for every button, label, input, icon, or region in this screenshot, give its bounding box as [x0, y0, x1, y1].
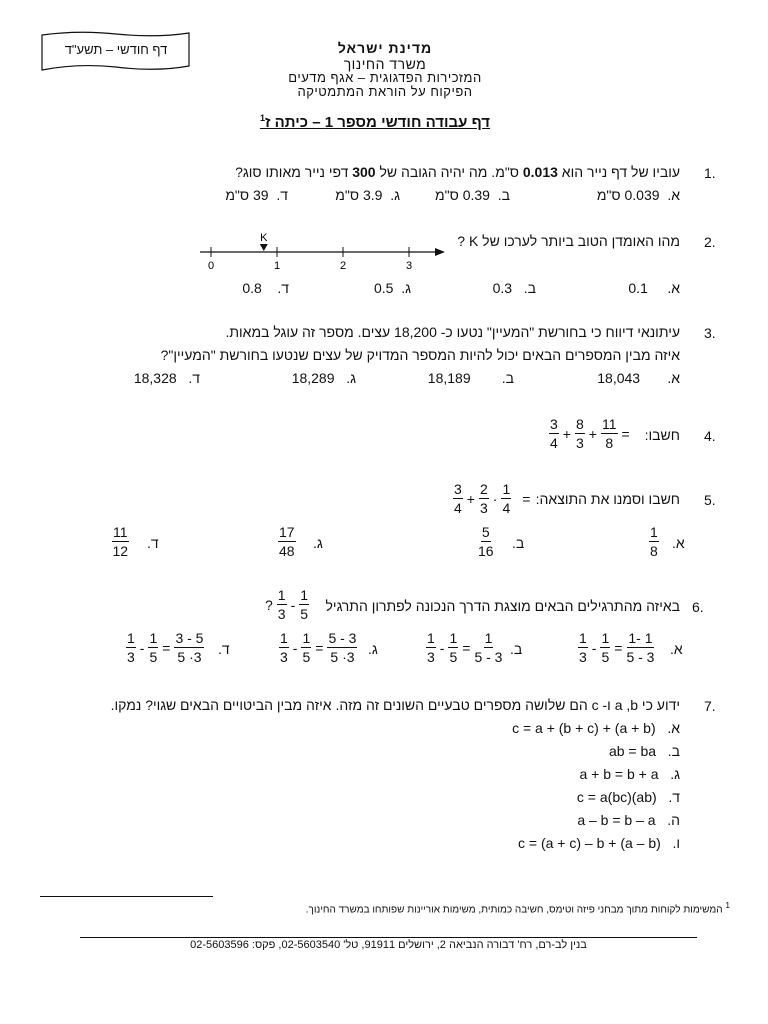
- header-ministry: משרד החינוך: [343, 56, 427, 72]
- q6-text: באיזה מהתרגילים הבאים מוצגת הדרך הנכונה לפתרון התרגיל: [325, 598, 680, 614]
- q5-option-a-label[interactable]: א.: [672, 535, 685, 551]
- q3-option-c[interactable]: ג. 18,289: [291, 370, 356, 386]
- q7-option-f[interactable]: ו. c = (a + c) – b + (a – b): [518, 835, 680, 851]
- q7-option-a[interactable]: א. c = a + (b + c) + (a + b): [512, 720, 680, 736]
- q2-text: מהו האומדן הטוב ביותר לערכו של K ?: [457, 233, 680, 249]
- q1-text: עוביו של דף נייר הוא 0.013 ס"מ. מה יהיה הגובה של 300 דפי נייר מאותו סוג?: [235, 164, 680, 180]
- header-supervision: הפיקוח על הוראת המתמטיקה: [297, 84, 473, 99]
- q1-option-a[interactable]: א. 0.039 ס"מ: [596, 187, 680, 203]
- footnote-divider: [40, 896, 213, 897]
- fraction: $\frac{11}{8}$: [601, 416, 617, 451]
- number-line-marker: [260, 244, 268, 251]
- q6-expression: ? $\frac{1}{3}$ - $\frac{1}{5}$: [265, 587, 309, 622]
- q4-number: 4.: [704, 428, 716, 444]
- fraction: $\frac{8}{3}$: [575, 416, 584, 451]
- q6-option-c-label[interactable]: ג.: [368, 641, 378, 657]
- q1-option-b[interactable]: ב. 0.39 ס"מ: [435, 187, 510, 203]
- fraction: $\frac{17}{48}$: [279, 524, 295, 559]
- fraction: $\frac{1}{5}$: [300, 587, 309, 622]
- fraction: $\frac{11}{12}$: [112, 524, 129, 559]
- fraction: $\frac{1}{8}$: [650, 524, 658, 559]
- q6-option-a[interactable]: $\frac{1}{3}$ - $\frac{1}{5}$ = $\frac{1- 1}{5 - 3}$: [579, 630, 655, 665]
- fraction: $\frac{1}{4}$: [502, 481, 511, 516]
- q5-number: 5.: [704, 492, 716, 508]
- q5-option-b-label[interactable]: ב.: [512, 535, 525, 551]
- number-line-tick-label: 1: [273, 260, 281, 272]
- page-title: דף עבודה חודשי מספר 1 – כיתה ז$^1$: [259, 113, 491, 131]
- number-line: [195, 228, 455, 274]
- q1-option-d[interactable]: ד. 39 ס"מ: [225, 187, 288, 203]
- q2-option-c[interactable]: ג. 0.5: [373, 280, 411, 296]
- q6-option-a-label[interactable]: א.: [670, 641, 683, 657]
- q3-line2: איזה מבין המספרים הבאים יכול להיות המספר המדויק של עצים שנטעו בחורשת "המעיין"?: [160, 347, 680, 363]
- q3-option-b[interactable]: ב. 18,189: [427, 370, 514, 386]
- q1-number: 1.: [704, 165, 716, 181]
- footnote: $^1$ המשימות לקוחות מתוך מבחני פיזה וטימס, חשיבה כמותית, משימות אוריינות שפותחו במשרד החינוך.: [305, 900, 730, 916]
- header-secretariat: המזכירות הפדגוגית – אגף מדעים: [288, 70, 482, 85]
- q7-text: ידוע כי a ,b ו- c הם שלושה מספרים טבעיים השונים זה מזה. איזה מבין הביטויים הבאים שגוי? נמקו.: [110, 697, 680, 713]
- q5-option-a[interactable]: [648, 524, 660, 559]
- header-state: מדינת ישראל: [337, 40, 433, 56]
- q3-option-a[interactable]: א. 18,043: [597, 370, 680, 386]
- q1-option-c[interactable]: ג. 3.9 ס"מ: [335, 187, 400, 203]
- q5-option-b[interactable]: [477, 524, 495, 559]
- q5-expression: $\frac{3}{4}$ + $\frac{2}{3}$ · $\frac{1}{4}$ =: [454, 481, 531, 516]
- q7-option-e[interactable]: ה. a – b = b – a: [577, 812, 680, 828]
- q3-number: 3.: [704, 325, 716, 341]
- q6-option-d-label[interactable]: ד.: [218, 641, 230, 657]
- fraction: $\frac{5}{16}$: [478, 524, 494, 559]
- q5-text: חשבו וסמנו את התוצאה:: [535, 491, 680, 507]
- q2-option-d[interactable]: ד. 0.8: [242, 280, 289, 296]
- banner-text: דף חודשי – תשע"ד: [64, 42, 168, 57]
- footer-address: בנין לב-רם, רח' דבורה הנביאה 2, ירושלים 91911, טל' 02-5603540, פקס: 02-5603596: [190, 939, 587, 951]
- q4-text: חשבו:: [644, 427, 680, 443]
- q7-number: 7.: [704, 698, 716, 714]
- q3-option-d[interactable]: ד. 18,328: [133, 370, 200, 386]
- q2-option-a[interactable]: א. 0.1: [628, 280, 680, 296]
- q5-option-c-label[interactable]: ג.: [313, 535, 323, 551]
- q7-option-d[interactable]: ד. c = a(bc)(ab): [576, 789, 680, 805]
- fraction: $\frac{3}{4}$: [550, 416, 558, 451]
- q6-option-b[interactable]: $\frac{1}{3}$ - $\frac{1}{5}$ = $\frac{1}{5 - 3}$: [427, 630, 503, 665]
- q5-option-d-label[interactable]: ד.: [147, 535, 159, 551]
- number-line-tick-label: 2: [339, 260, 347, 272]
- q6-option-d[interactable]: $\frac{1}{3}$ - $\frac{1}{5}$ = $\frac{3 - 5}{5 \cdot 3}$: [127, 630, 204, 665]
- q6-option-b-label[interactable]: ב.: [510, 641, 523, 657]
- q2-option-b[interactable]: ב. 0.3: [492, 280, 536, 296]
- q3-line1: עיתונאי דיווח כי בחורשת "המעיין" נטעו כ- 18,200 עצים. מספר זה עוגל במאות.: [225, 324, 680, 340]
- number-line-tick-label: 0: [207, 260, 215, 272]
- q6-number: 6.: [692, 599, 704, 615]
- q7-option-b[interactable]: ב. ab = ba: [608, 743, 680, 759]
- q2-number: 2.: [704, 234, 716, 250]
- number-line-arrow: [435, 248, 445, 256]
- q4-expression: $\frac{3}{4}$ + $\frac{8}{3}$ + $\frac{11}{8}$ =: [550, 416, 630, 451]
- fraction: $\frac{3}{4}$: [454, 481, 462, 516]
- number-line-tick-label: 3: [405, 260, 413, 272]
- q7-option-c[interactable]: ג. a + b = b + a: [579, 766, 680, 782]
- q5-option-c[interactable]: [277, 524, 297, 559]
- fraction: $\frac{2}{3}$: [479, 481, 488, 516]
- q6-option-c[interactable]: $\frac{1}{3}$ - $\frac{1}{5}$ = $\frac{5 - 3}{5 \cdot 3}$: [280, 630, 357, 665]
- footer-divider: [80, 937, 697, 938]
- fraction: $\frac{1}{3}$: [277, 587, 286, 622]
- number-line-marker-label: K: [260, 232, 268, 244]
- q5-option-d[interactable]: [111, 524, 130, 559]
